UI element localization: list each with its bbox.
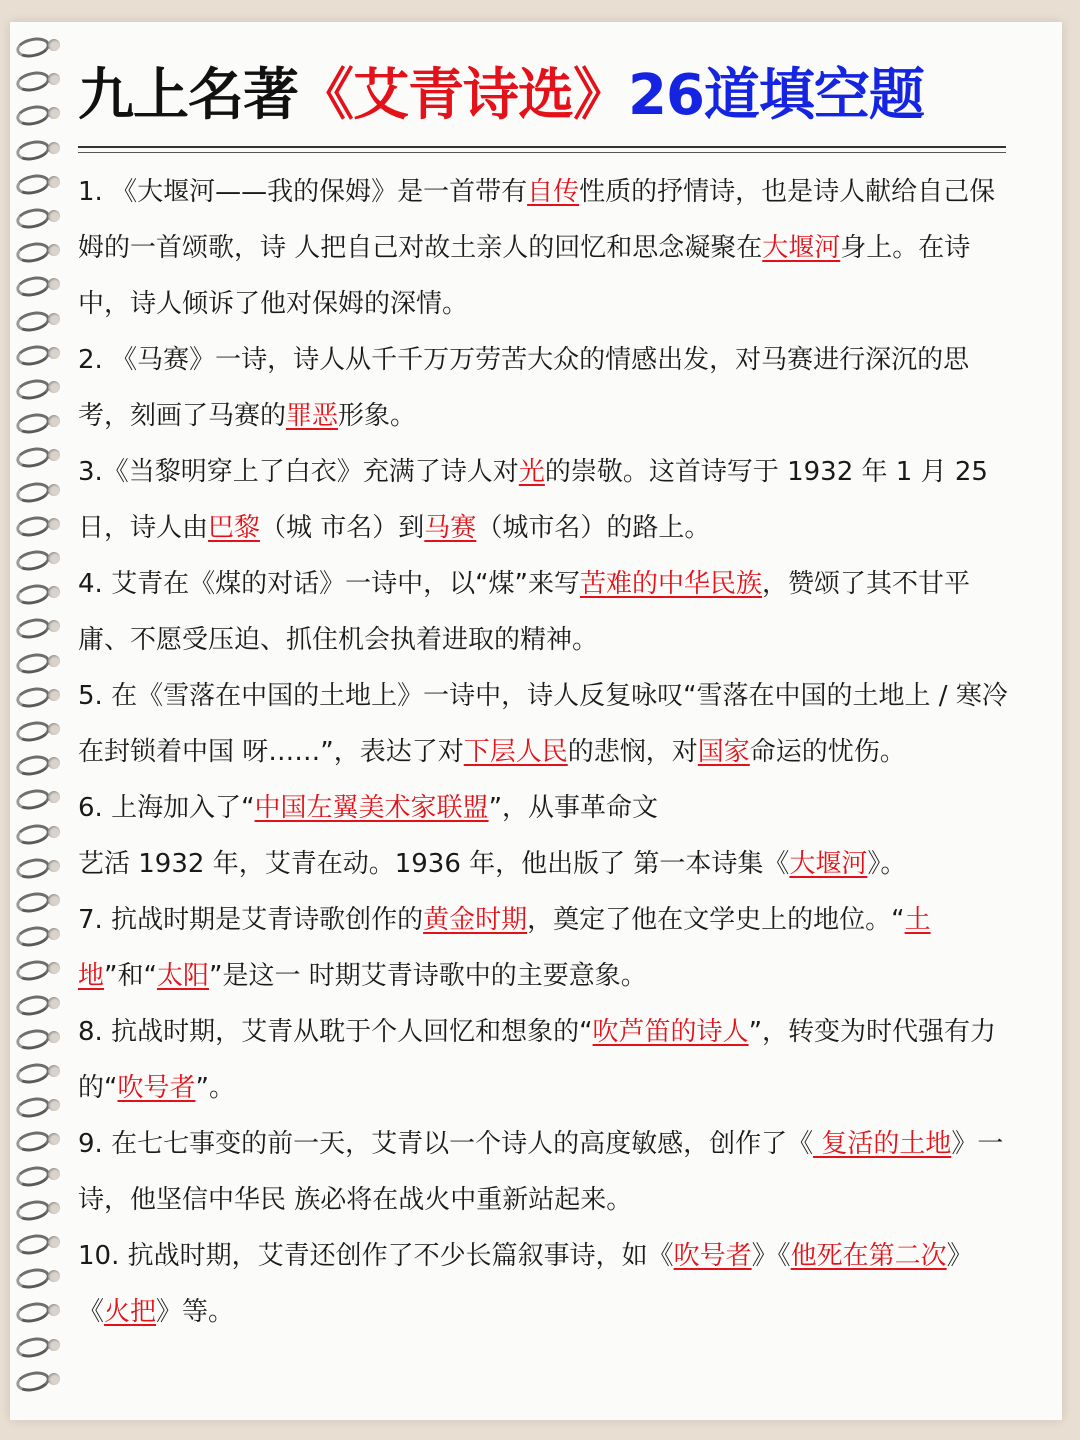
answer: 土地 — [78, 905, 931, 991]
spiral-coil — [14, 205, 62, 227]
answer: 大堰河 — [789, 849, 868, 879]
question-item: 6. 上海加入了“中国左翼美术家联盟”，从事革命文 艺活 1932 年，艾青在动。1936 年，他出版了 第一本诗集《大堰河》。 — [78, 793, 907, 879]
spiral-coil — [14, 410, 62, 432]
question-item: 10. 抗战时期，艾青还创作了不少长篇叙事诗，如《吹号者》《他死在第二次》《火把》等。 — [78, 1241, 973, 1327]
spiral-coil — [14, 376, 62, 398]
title-count: 26道填空题 — [628, 63, 924, 128]
answer: 罪恶 — [286, 401, 339, 431]
spiral-coil — [14, 34, 62, 56]
answer: 马赛 — [424, 513, 477, 543]
spiral-coil — [14, 684, 62, 706]
spiral-coil — [14, 650, 62, 672]
spiral-coil — [14, 855, 62, 877]
spiral-coil — [14, 444, 62, 466]
answer: 大堰河 — [762, 233, 841, 263]
answer: 吹芦笛的诗人 — [592, 1017, 749, 1047]
answer: 他死在第二次 — [790, 1241, 947, 1271]
answer: 自传 — [527, 177, 580, 207]
spiral-coil — [14, 1265, 62, 1287]
spiral-binding — [14, 34, 68, 1414]
spiral-coil — [14, 992, 62, 1014]
spiral-coil — [14, 171, 62, 193]
spiral-coil — [14, 1231, 62, 1253]
answer: 国家 — [697, 737, 750, 767]
spiral-coil — [14, 1299, 62, 1321]
spiral-coil — [14, 821, 62, 843]
spiral-coil — [14, 718, 62, 740]
question-list — [78, 164, 1008, 1340]
spiral-coil — [14, 752, 62, 774]
spiral-coil — [14, 786, 62, 808]
spiral-coil — [14, 547, 62, 569]
question-item: 2. 《马赛》一诗，诗人从千千万万劳苦大众的情感出发，对马赛进行深沉的思考，刻画了马赛的罪恶形象。 — [78, 345, 970, 431]
answer: 吹号者 — [117, 1073, 196, 1103]
question-item: 7. 抗战时期是艾青诗歌创作的黄金时期，奠定了他在文学史上的地位。“土地”和“太阳”是这一 时期艾青诗歌中的主要意象。 — [78, 905, 931, 991]
spiral-coil — [14, 615, 62, 637]
spiral-coil — [14, 137, 62, 159]
question-item: 9. 在七七事变的前一天，艾青以一个诗人的高度敏感，创作了《 复活的土地》一诗，他坚信中华民 族必将在战火中重新站起来。 — [78, 1129, 1004, 1215]
spiral-coil — [14, 1094, 62, 1116]
spiral-coil — [14, 273, 62, 295]
spiral-coil — [14, 239, 62, 261]
spiral-coil — [14, 1163, 62, 1185]
question-item: 8. 抗战时期，艾青从耽于个人回忆和想象的“吹芦笛的诗人”，转变为时代强有力的“吹号者”。 — [78, 1017, 997, 1103]
spiral-coil — [14, 102, 62, 124]
answer: 吹号者 — [673, 1241, 752, 1271]
answer: 中国左翼美术家联盟 — [254, 793, 489, 823]
spiral-coil — [14, 1060, 62, 1082]
spiral-coil — [14, 68, 62, 90]
answer: 黄金时期 — [423, 905, 528, 935]
spiral-coil — [14, 1026, 62, 1048]
answer: 太阳 — [156, 961, 209, 991]
question-item: 3.《当黎明穿上了白衣》充满了诗人对光的崇敬。这首诗写于 1932 年 1 月 25 日，诗人由巴黎（城 市名）到马赛（城市名）的路上。 — [78, 457, 988, 543]
question-item: 4. 艾青在《煤的对话》一诗中，以“煤”来写苦难的中华民族，赞颂了其不甘平庸、不愿受压迫、抓住机会执着进取的精神。 — [78, 569, 971, 655]
spiral-coil — [14, 923, 62, 945]
spiral-coil — [14, 1197, 62, 1219]
answer: 苦难的中华民族 — [580, 569, 763, 599]
answer: 下层人民 — [463, 737, 568, 767]
spiral-coil — [14, 581, 62, 603]
spiral-coil — [14, 957, 62, 979]
spiral-coil — [14, 1128, 62, 1150]
spiral-coil — [14, 342, 62, 364]
spiral-coil — [14, 308, 62, 330]
spiral-coil — [14, 479, 62, 501]
spiral-coil — [14, 1334, 62, 1356]
question-item: 1. 《大堰河——我的保姆》是一首带有自传性质的抒情诗，也是诗人献给自己保姆的一首颂歌，诗 人把自己对故土亲人的回忆和思念凝聚在大堰河身上。在诗中，诗人倾诉了他对保姆的深情。 — [78, 177, 996, 319]
question-item: 5. 在《雪落在中国的土地上》一诗中，诗人反复咏叹“雪落在中国的土地上 / 寒冷在封锁着中国 呀……”，表达了对下层人民的悲悯，对国家命运的忧伤。 — [78, 681, 1008, 767]
answer: 火把 — [104, 1297, 157, 1327]
answer: 光 — [518, 457, 545, 487]
title-rule-thin — [78, 152, 1006, 153]
title-book: 《艾青诗选》 — [298, 63, 628, 128]
spiral-coil — [14, 1368, 62, 1390]
spiral-coil — [14, 513, 62, 535]
answer: 复活的土地 — [813, 1129, 952, 1159]
page-title — [78, 48, 1018, 144]
title-rule — [78, 146, 1006, 148]
answer: 巴黎 — [208, 513, 261, 543]
spiral-coil — [14, 889, 62, 911]
title-grade: 九上名著 — [78, 63, 298, 128]
